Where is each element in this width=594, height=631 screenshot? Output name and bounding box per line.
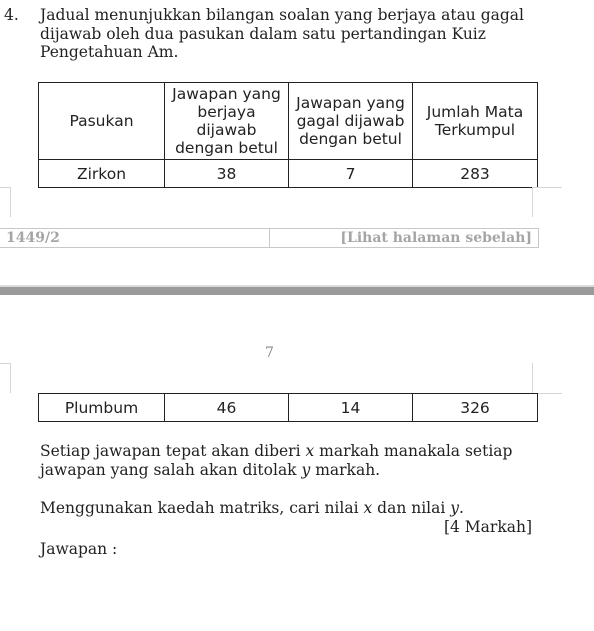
next-page-note: [Lihat halaman sebelah] — [340, 230, 532, 246]
header-berjaya: Jawapan yang berjaya dijawab dengan betul — [165, 83, 289, 160]
table-header-row — [39, 83, 538, 160]
frame-line — [0, 363, 10, 364]
instruction-text-1: Menggunakan kaedah matriks, cari nilai — [40, 499, 364, 517]
paper-code: 1449/2 — [6, 230, 60, 246]
cell-total: 326 — [413, 394, 538, 422]
frame-line — [10, 363, 11, 393]
cell-team: Plumbum — [39, 394, 165, 422]
frame-line — [0, 187, 10, 188]
variable-y: y — [450, 499, 460, 517]
variable-x: x — [363, 499, 373, 517]
header-jumlah: Jumlah Mata Terkumpul — [413, 83, 538, 160]
cell-correct: 38 — [165, 160, 289, 188]
table-row — [39, 394, 538, 422]
rule-text-2: markah manakala setiap jawapan yang salah akan ditolak — [40, 442, 513, 479]
page-number: 7 — [265, 345, 274, 361]
variable-y: y — [301, 461, 311, 479]
header-gagal: Jawapan yang gagal dijawab dengan betul — [289, 83, 413, 160]
frame-line — [532, 187, 533, 217]
header-pasukan: Pasukan — [39, 83, 165, 160]
rule-text-1: Setiap jawapan tepat akan diberi — [40, 442, 306, 460]
cell-wrong: 14 — [289, 394, 413, 422]
answer-label: Jawapan : — [40, 540, 118, 558]
question-number: 4. — [4, 6, 19, 24]
instruction-text-3: . — [459, 499, 464, 517]
scoring-rule-paragraph — [40, 442, 540, 480]
frame-line — [532, 363, 533, 393]
score-table-bottom — [38, 393, 538, 422]
cell-wrong: 7 — [289, 160, 413, 188]
table-row — [39, 160, 538, 188]
cell-team: Zirkon — [39, 160, 165, 188]
instruction-text-2: dan nilai — [372, 499, 451, 517]
page-footer — [0, 228, 539, 248]
cell-correct: 46 — [165, 394, 289, 422]
page-break — [0, 287, 594, 295]
marks-allocation: [4 Markah] — [443, 518, 532, 536]
frame-line — [532, 187, 562, 188]
footer-divider — [269, 229, 270, 247]
score-table-top — [38, 82, 538, 188]
cell-total: 283 — [413, 160, 538, 188]
instruction-paragraph — [40, 499, 464, 517]
rule-text-3: markah. — [310, 461, 381, 479]
variable-x: x — [305, 442, 315, 460]
question-text: Jadual menunjukkan bilangan soalan yang berjaya atau gagal dijawab oleh dua pasukan dalam satu pertandingan Kuiz Pengetahuan Am. — [40, 6, 525, 61]
frame-line — [10, 187, 11, 217]
